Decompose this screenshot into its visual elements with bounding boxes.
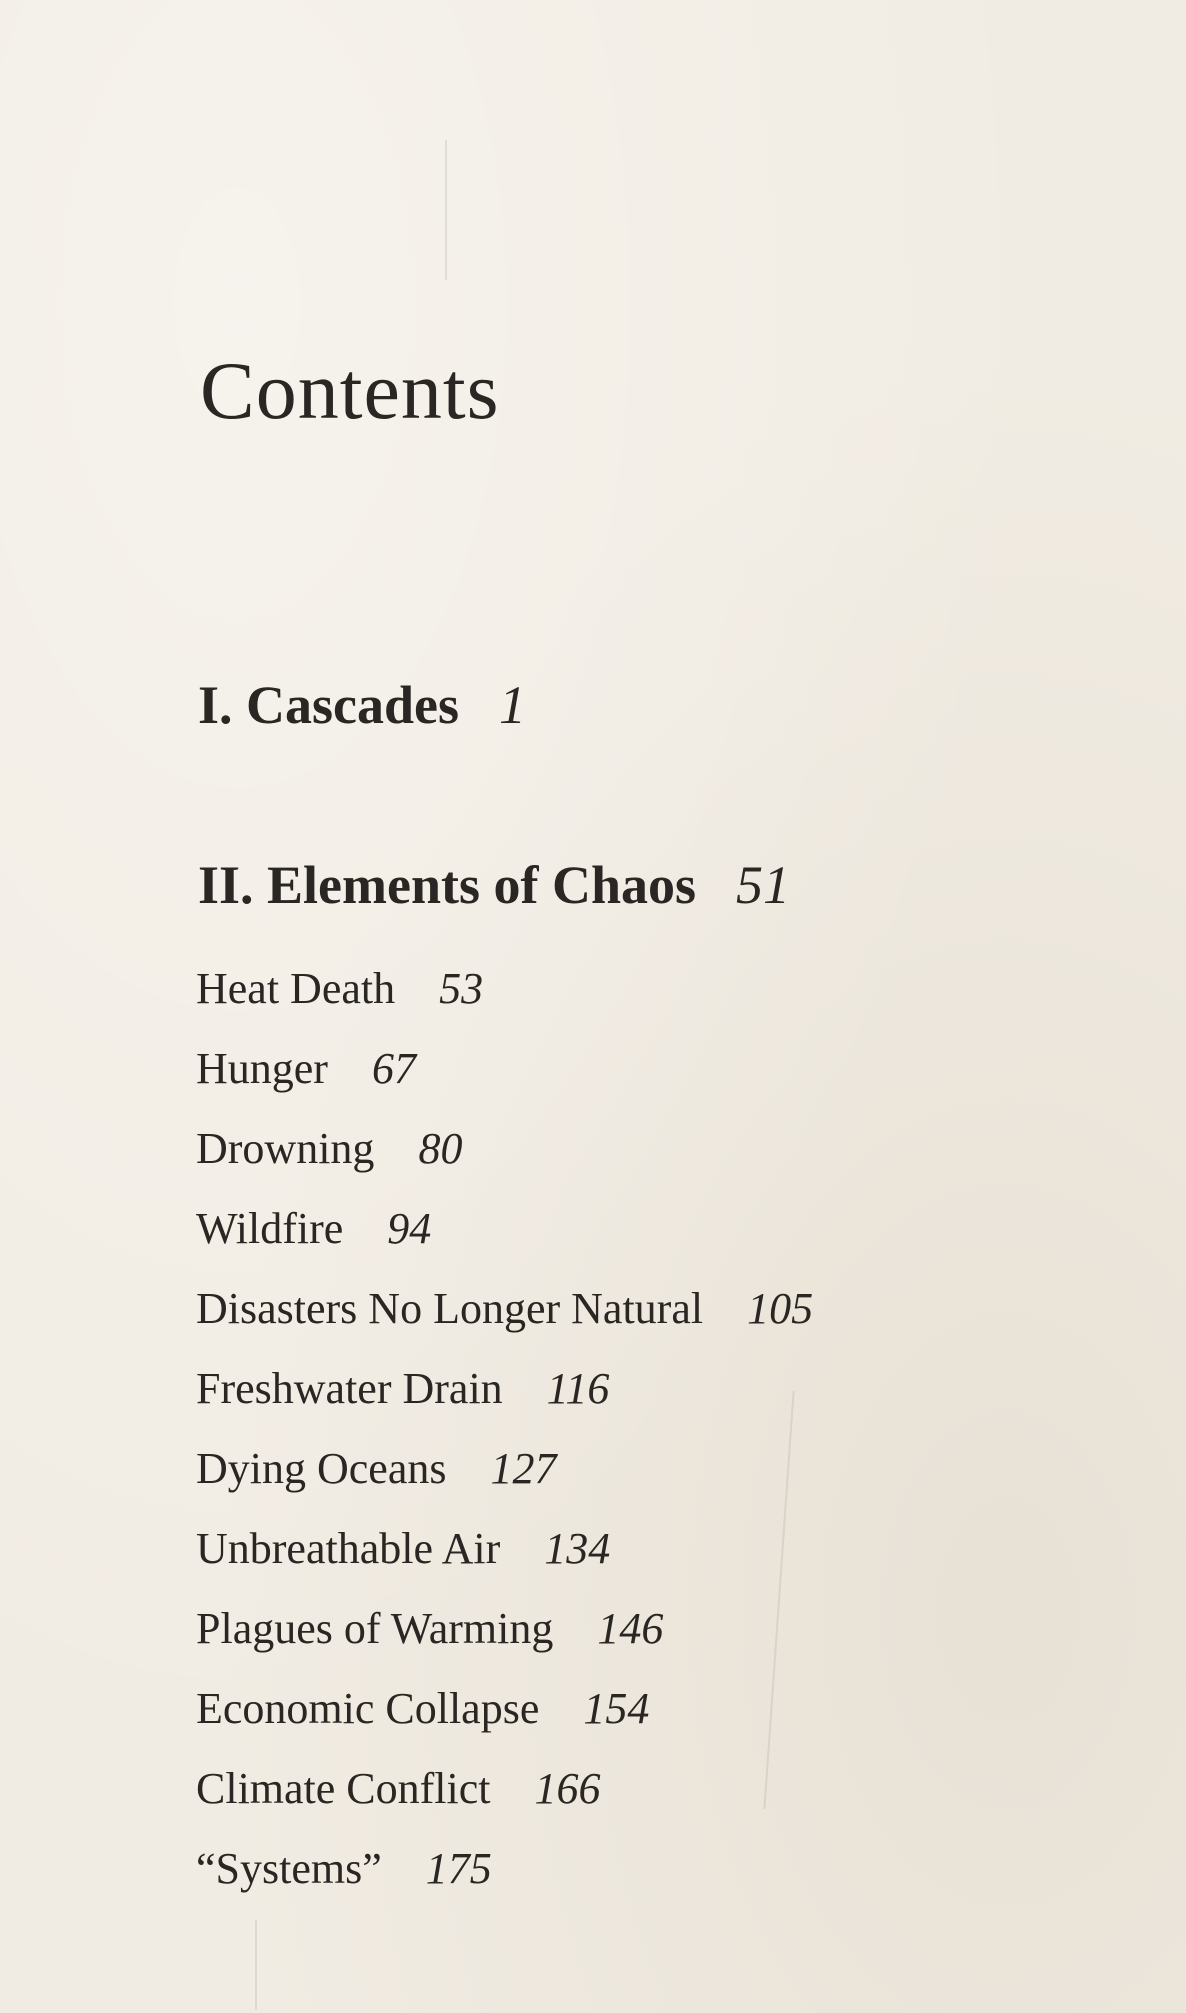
chapter-label: Dying Oceans [196,1444,447,1493]
toc-entry [196,1364,610,1413]
chapter-page-number: 154 [583,1684,650,1733]
toc-entry [196,1604,664,1653]
chapter-label: Hunger [196,1044,328,1093]
toc-entry [196,1764,601,1813]
chapter-page-number: 134 [544,1524,611,1573]
chapter-label: Economic Collapse [196,1684,540,1733]
part-label: II. Elements of Chaos [198,855,697,915]
chapter-page-number: 94 [387,1204,432,1253]
chapter-label: Freshwater Drain [196,1364,503,1413]
part-page-number: 1 [499,675,527,735]
paper-crease [445,140,447,280]
chapter-page-number: 53 [439,964,484,1013]
toc-part-2 [198,855,791,915]
chapter-page-number: 127 [490,1444,557,1493]
chapter-label: Disasters No Longer Natural [196,1284,704,1333]
page-title: Contents [200,345,500,436]
toc-entry [196,964,484,1013]
toc-entry [196,1284,814,1333]
toc-part-1 [198,675,527,735]
chapter-page-number: 116 [546,1364,610,1413]
part-label: I. Cascades [198,675,460,735]
chapter-page-number: 166 [534,1764,601,1813]
chapter-label: “Systems” [196,1844,382,1893]
toc-entry [196,1044,416,1093]
paper-crease [763,1390,794,1809]
chapter-label: Drowning [196,1124,375,1173]
chapter-label: Heat Death [196,964,396,1013]
chapter-page-number: 146 [597,1604,664,1653]
toc-entry [196,1524,611,1573]
chapter-label: Climate Conflict [196,1764,491,1813]
chapter-page-number: 105 [747,1284,814,1333]
toc-entry [196,1684,650,1733]
paper-crease [255,1920,257,2010]
chapter-page-number: 80 [418,1124,463,1173]
chapter-label: Unbreathable Air [196,1524,501,1573]
toc-entry [196,1844,492,1893]
toc-entry [196,1124,463,1173]
part-page-number: 51 [736,855,791,915]
chapter-label: Wildfire [196,1204,344,1253]
chapter-page-number: 175 [425,1844,492,1893]
chapter-label: Plagues of Warming [196,1604,554,1653]
toc-entry [196,1204,432,1253]
chapter-page-number: 67 [371,1044,416,1093]
toc-entry [196,1444,557,1493]
